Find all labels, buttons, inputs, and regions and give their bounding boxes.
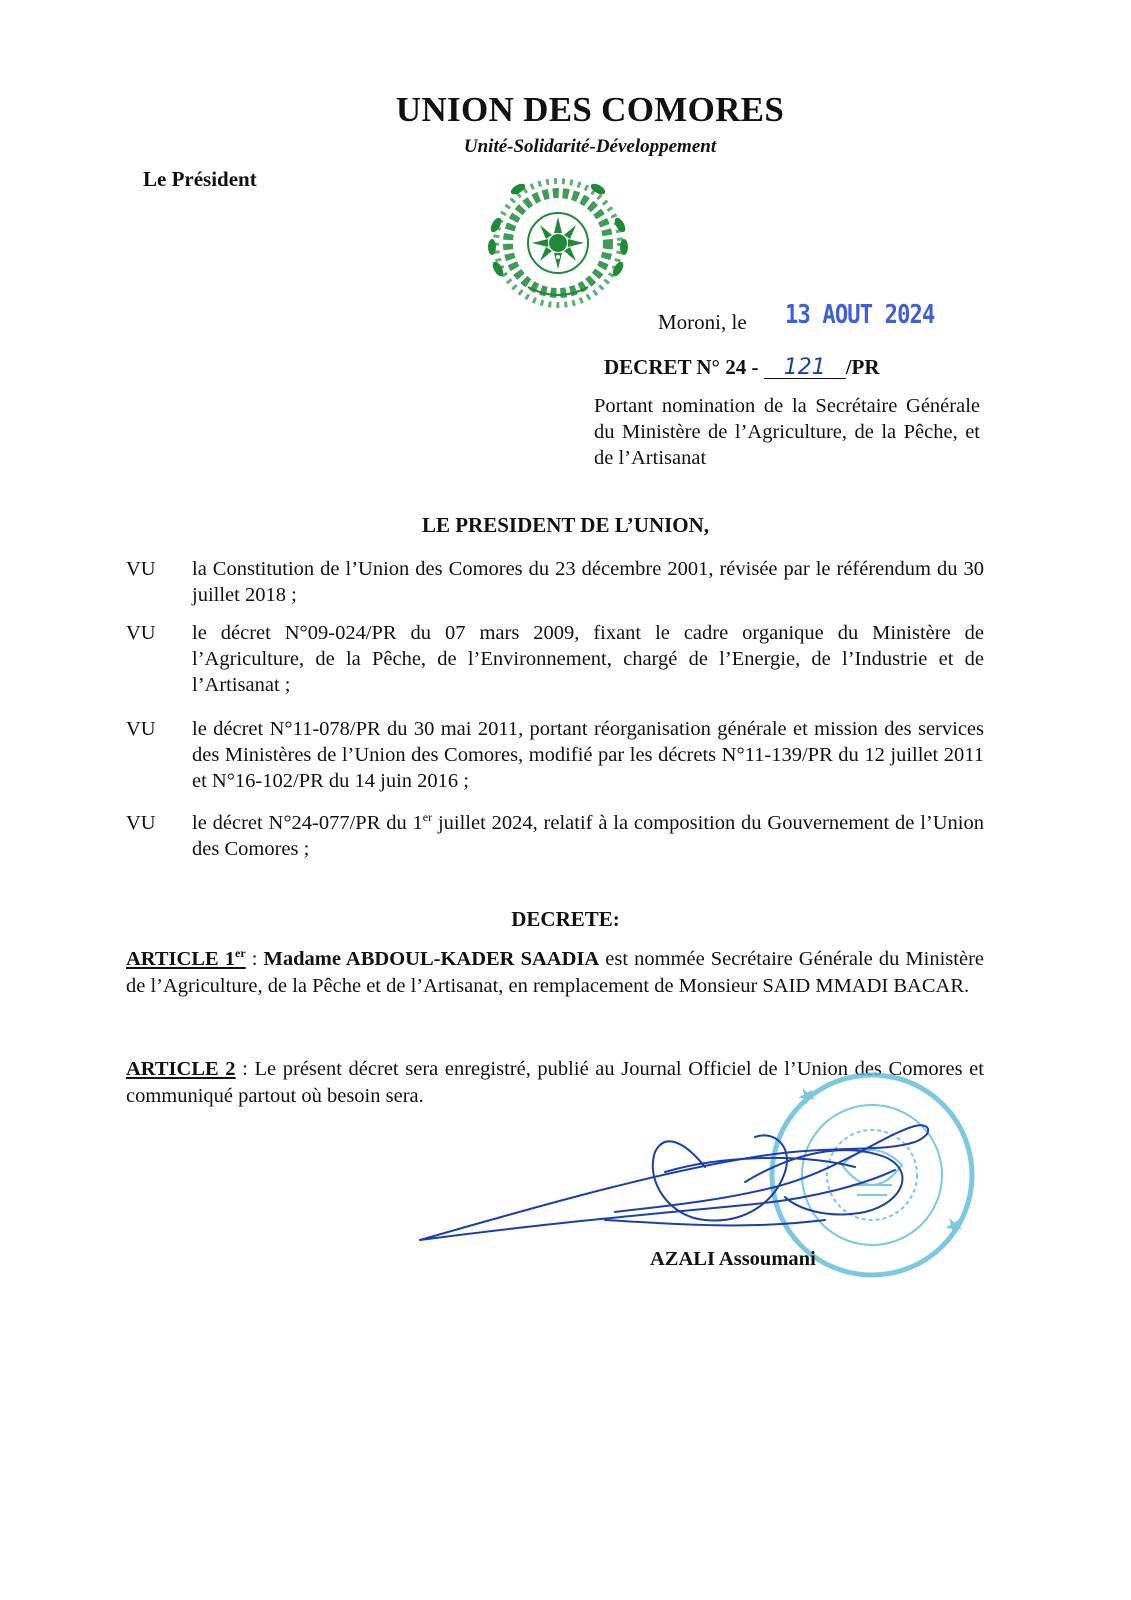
consideration-text-start: le décret N°24-077/PR du 1 (192, 812, 423, 834)
consideration-item (126, 716, 984, 794)
consideration-text: le décret N°11-078/PR du 30 mai 2011, portant réorganisation générale et mission des services des Ministères de l’Union des Comores, modifié par les décrets N°11-139/PR du 12 juillet 2011 et N°16-102/PR du 14 juin 2016 ; (192, 718, 984, 792)
ordinal-superscript: er (422, 810, 433, 825)
issuer-label: Le Président (143, 167, 257, 191)
consideration-item (126, 620, 984, 698)
coat-of-arms-emblem (478, 175, 638, 315)
consideration-text: la Constitution de l’Union des Comores du 23 décembre 2001, révisée par le référendum du 30 juillet 2018 ; (192, 558, 984, 606)
decree-title-prefix: DECRET N° 24 - (604, 355, 759, 379)
date-label: Moroni, le (658, 310, 747, 334)
consideration-text (192, 810, 984, 862)
handwritten-signature (415, 1112, 975, 1252)
consideration-key: VU (126, 718, 156, 740)
decrete-heading: DECRETE: (511, 907, 620, 931)
president-heading: LE PRESIDENT DE L’UNION, (421, 513, 710, 537)
consideration-text-end: juillet 2024, relatif à la composition du Gouvernement de l’Union des Comores ; (192, 812, 984, 860)
svg-text:★: ★ (792, 1080, 823, 1113)
article-2-text: Le présent décret sera enregistré, publié au Journal Officiel de l’Union des Comores et communiqué partout où besoin sera. (126, 1058, 984, 1107)
decree-title (604, 355, 880, 380)
country-title: UNION DES COMORES (395, 90, 785, 129)
article-1-separator: : (245, 948, 264, 970)
consideration-item (126, 810, 984, 862)
article-1-text: est nommée Secrétaire Générale du Ministère de l’Agriculture, de la Pêche et de l’Artisanat, en remplacement de Monsieur SAID MMADI BACAR. (126, 948, 984, 997)
appointee-name: Madame ABDOUL-KADER SAADIA (263, 948, 600, 970)
national-motto: Unité-Solidarité-Développement (463, 136, 717, 157)
decree-subject: Portant nomination de la Secrétaire Générale du Ministère de l’Agriculture, de la Pêche, et de l’Artisanat (594, 395, 980, 469)
consideration-text: le décret N°09-024/PR du 07 mars 2009, fixant le cadre organique du Ministère de l’Agriculture, de la Pêche, de l’Environnement, chargé de l’Energie, de l’Industrie et de l’Artisanat ; (192, 622, 984, 696)
svg-text:★: ★ (938, 1210, 970, 1243)
decree-number-handwritten: 121 (764, 358, 846, 379)
consideration-key: VU (126, 558, 156, 580)
signatory-name: AZALI Assoumani (650, 1248, 816, 1270)
decree-title-suffix: /PR (845, 355, 880, 379)
consideration-key: VU (126, 622, 156, 644)
article-1 (126, 946, 984, 1000)
consideration-key: VU (126, 812, 156, 834)
article-2-label: ARTICLE 2 (126, 1058, 236, 1080)
consideration-item (126, 556, 984, 608)
article-1-label: ARTICLE 1er (126, 946, 246, 970)
article-2-separator: : (235, 1058, 255, 1080)
date-stamp: 13 AOUT 2024 (785, 300, 935, 330)
